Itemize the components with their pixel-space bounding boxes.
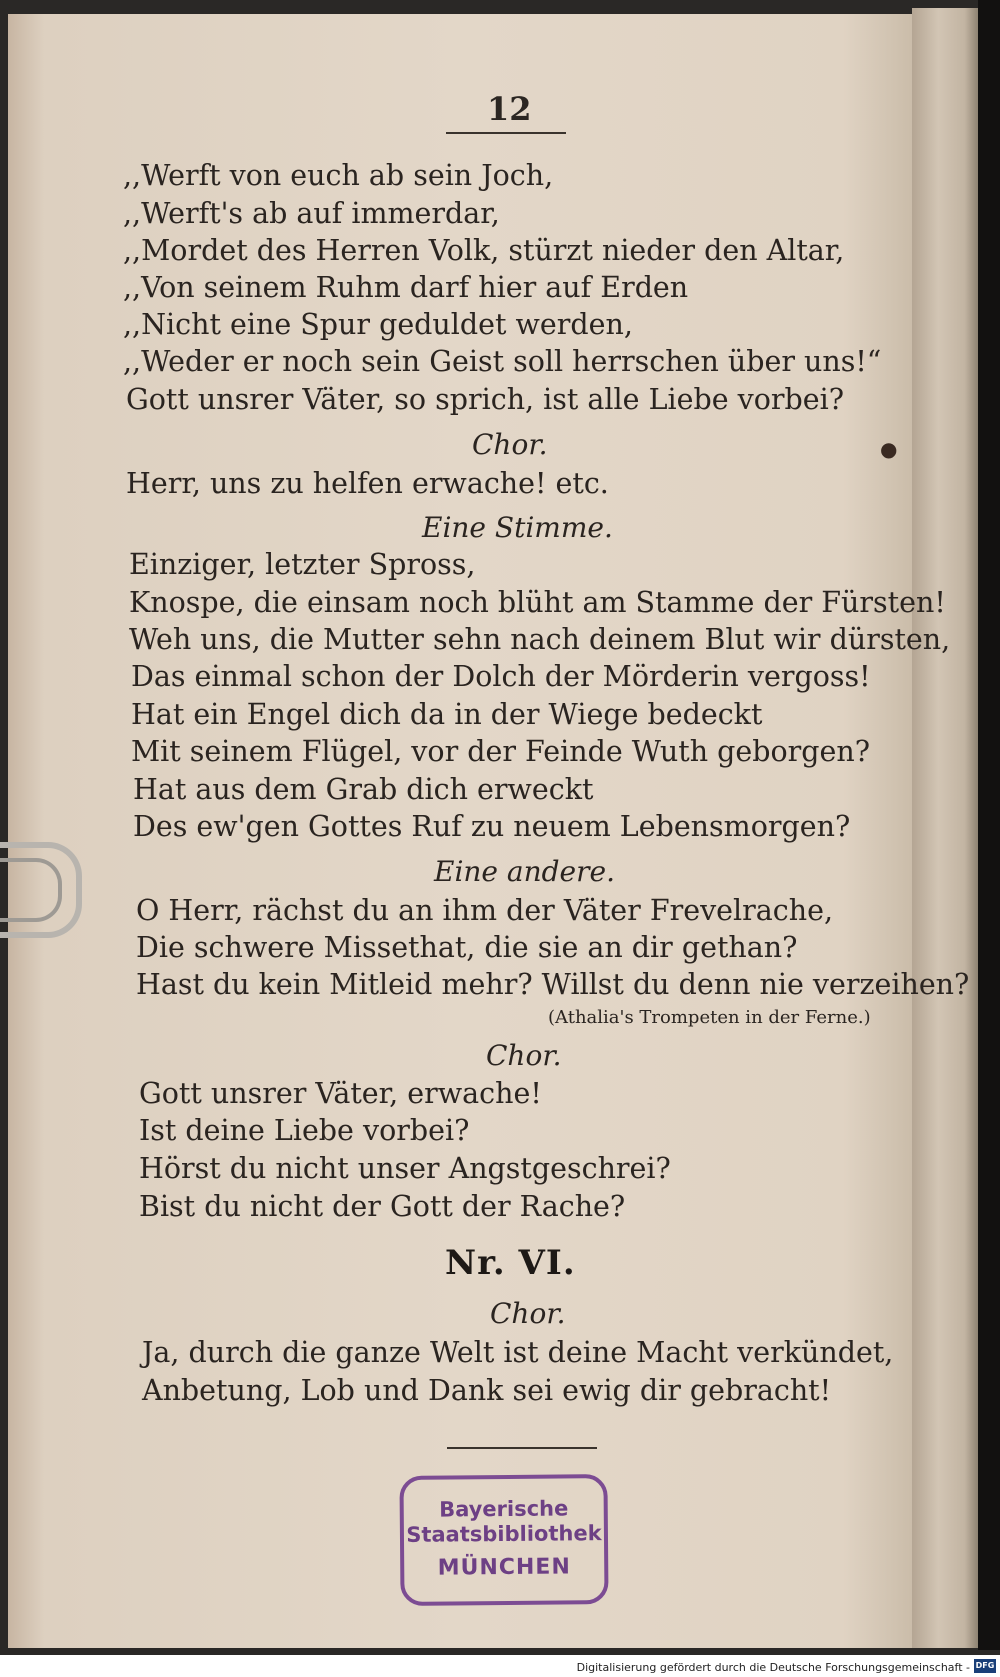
verse-line: Ja, durch die ganze Welt ist deine Macht verkündet, (142, 1336, 894, 1369)
end-rule (447, 1447, 597, 1449)
verse-line: Hast du kein Mitleid mehr? Willst du denn nie verzeihen? (136, 968, 970, 1001)
verse-line: ,,Werft's ab auf immerdar, (123, 197, 500, 230)
verse-line: Des ew'gen Gottes Ruf zu neuem Lebensmorgen? (133, 810, 851, 843)
verse-line: ,,Werft von euch ab sein Joch, (123, 159, 554, 192)
verse-line: Mit seinem Flügel, vor der Feinde Wuth geborgen? (131, 735, 871, 768)
speaker-heading: Eine andere. (434, 855, 615, 888)
speaker-heading: Eine Stimme. (422, 511, 613, 544)
verse-line: ,,Von seinem Ruhm darf hier auf Erden (123, 271, 689, 304)
verse-line: ,,Weder er noch sein Geist soll herrschen über uns!“ (123, 345, 882, 378)
speaker-heading: Chor. (472, 428, 548, 461)
footer-bar (0, 1655, 1000, 1677)
book-spine-shadow (978, 0, 1000, 1650)
stamp-line: Staatsbibliothek (406, 1521, 602, 1547)
speaker-heading: Chor. (490, 1297, 566, 1330)
stamp-line: MÜNCHEN (437, 1554, 571, 1581)
verse-line: Hörst du nicht unser Angstgeschrei? (139, 1152, 671, 1185)
verse-line: Die schwere Missethat, die sie an dir gethan? (136, 931, 798, 964)
verse-line: ,,Nicht eine Spur geduldet werden, (123, 308, 633, 341)
page-number-rule (446, 132, 566, 134)
page-number: 12 (487, 90, 532, 128)
verse-line: Gott unsrer Väter, so sprich, ist alle Liebe vorbei? (126, 383, 845, 416)
verse-line: Knospe, die einsam noch blüht am Stamme der Fürsten! (129, 586, 946, 619)
verse-line: Einziger, letzter Spross, (129, 548, 476, 581)
verse-line: Weh uns, die Mutter sehn nach deinem Blut wir dürsten, (129, 623, 951, 656)
verse-line: Hat ein Engel dich da in der Wiege bedeckt (131, 698, 763, 731)
verse-line: Das einmal schon der Dolch der Mörderin vergoss! (131, 660, 871, 693)
stamp-line: Bayerische (439, 1496, 569, 1522)
stage-direction: (Athalia's Trompeten in der Ferne.) (548, 1007, 871, 1028)
verse-line: ,,Mordet des Herren Volk, stürzt nieder den Altar, (123, 234, 845, 267)
footer-credit: Digitalisierung gefördert durch die Deutsche Forschungsgemeinschaft - (576, 1661, 970, 1674)
library-stamp (399, 1474, 608, 1606)
verse-line: Ist deine Liebe vorbei? (139, 1114, 470, 1147)
page-edges (912, 8, 978, 1648)
verse-line: Hat aus dem Grab dich erweckt (133, 773, 594, 806)
verse-line: O Herr, rächst du an ihm der Väter Frevelrache, (136, 894, 834, 927)
number-heading: Nr. VI. (445, 1243, 576, 1283)
dfg-logo: DFG (974, 1659, 996, 1673)
verse-line: Herr, uns zu helfen erwache! etc. (126, 467, 609, 500)
verse-line: Gott unsrer Väter, erwache! (139, 1077, 542, 1110)
verse-line: Anbetung, Lob und Dank sei ewig dir gebracht! (142, 1374, 832, 1407)
paper-clip-inner (0, 858, 62, 922)
ink-dot: ● (880, 437, 898, 461)
speaker-heading: Chor. (486, 1039, 562, 1072)
verse-line: Bist du nicht der Gott der Rache? (139, 1190, 626, 1223)
